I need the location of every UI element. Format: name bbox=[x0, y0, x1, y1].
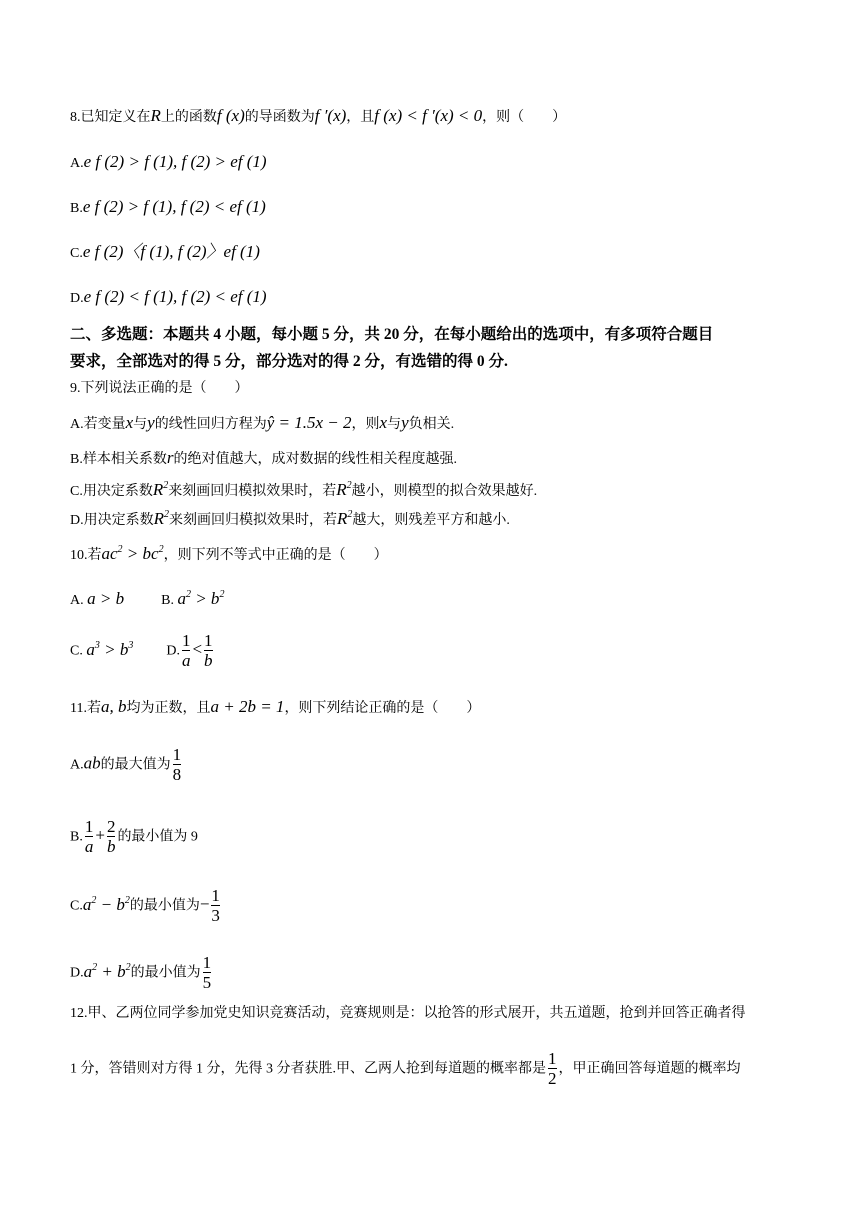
q11-c-text: 的最小值为 bbox=[129, 898, 200, 914]
q10-d-label: D. bbox=[166, 643, 180, 659]
q9-c-mid: 来刻画回归模拟效果时，若 bbox=[168, 484, 337, 499]
q11-d-text: 的最小值为 bbox=[130, 965, 201, 981]
q11-b-label: B. bbox=[70, 829, 83, 845]
q9-c-prefix: C.用决定系数 bbox=[70, 484, 153, 499]
q12-line1: 12.甲、乙两位同学参加党史知识竞赛活动，竞赛规则是：以抢答的形式展开，共五道题，抢到并回答正确者得 bbox=[70, 1006, 746, 1021]
q11-a-text: 的最大值为 bbox=[100, 757, 171, 773]
q9-c-r2b-base: R bbox=[336, 480, 347, 499]
q10-stem-end: ，则下列不等式中正确的是（ ） bbox=[163, 548, 388, 563]
q9-a-x: x bbox=[125, 413, 134, 432]
q10-a-label: A. bbox=[70, 593, 84, 608]
q8-option-c bbox=[70, 242, 260, 264]
q11-a-frac: $\frac{1}{8}$ bbox=[172, 745, 182, 784]
q8-condition: f (x) < f ′(x) < 0 bbox=[374, 106, 483, 125]
q11-d-math: $a^2 + b^2$ bbox=[83, 961, 131, 981]
q11-stem-end: ，则下列结论正确的是（ ） bbox=[284, 701, 481, 716]
q8-option-b bbox=[70, 197, 266, 219]
q8-stem-mid3: ，且 bbox=[346, 110, 375, 125]
q9-a-mid: 的线性回归方程为 bbox=[154, 417, 267, 432]
q9-a-prefix: A.若变量 bbox=[70, 417, 126, 432]
q9-d-prefix: D.用决定系数 bbox=[70, 513, 154, 528]
q8-option-c-math: e f (2)〈f (1), f (2)〉ef (1) bbox=[82, 242, 260, 261]
q8-option-a-label: A. bbox=[70, 156, 84, 171]
q9-stem: 9.下列说法正确的是（ ） bbox=[70, 381, 249, 396]
q11-c-math: $a^2 - b^2$ bbox=[82, 894, 130, 914]
q11-option-c: $C.a^2 - b^2$的最小值为− $\frac{1}{3}$ bbox=[70, 886, 220, 925]
q9-a-x2: x bbox=[379, 413, 388, 432]
q11-c-frac: $\frac{1}{3}$ bbox=[211, 886, 220, 925]
q10-d-frac-b: $\frac{1}{b}$ bbox=[204, 631, 213, 670]
q10-b-label: B. bbox=[161, 593, 174, 608]
q11-option-d bbox=[70, 954, 213, 993]
q8-option-b-label: B. bbox=[70, 201, 83, 216]
q8-option-b-math: e f (2) > f (1), f (2) < ef (1) bbox=[82, 197, 266, 216]
q8-option-a bbox=[70, 152, 267, 174]
q11-condition: a + 2b = 1 bbox=[210, 697, 285, 716]
q9-a-and: 与 bbox=[133, 417, 148, 432]
q11-a-ab: ab bbox=[83, 753, 101, 773]
q11-a-label: A. bbox=[70, 757, 84, 773]
q11-b-frac2: $\frac{2}{b}$ bbox=[106, 817, 116, 856]
q8-fx: f (x) bbox=[216, 106, 245, 125]
q8-option-d bbox=[70, 287, 267, 309]
q9-d-r2b: $R^2$ bbox=[337, 509, 353, 528]
section2-heading-line2: 要求，全部选对的得 5 分，部分选对的得 2 分，有选错的得 0 分. bbox=[70, 353, 508, 370]
q9-option-d bbox=[70, 505, 510, 531]
q12-line2-prefix: 1 分，答错则对方得 1 分，先得 3 分者获胜.甲、乙两人抢到每道题的概率都是 bbox=[70, 1061, 546, 1077]
section2-heading-line1: 二、多选题：本题共 4 小题，每小题 5 分，共 20 分，在每小题给出的选项中，有多项符合题目 bbox=[70, 326, 714, 343]
q9-a-y2: y bbox=[401, 413, 409, 432]
q9-b-end: 的绝对值越大，成对数据的线性相关程度越强. bbox=[173, 452, 457, 467]
q10-stem bbox=[70, 540, 388, 566]
q10-options-ab bbox=[70, 585, 224, 611]
q8-stem-prefix: 8.已知定义在 bbox=[70, 110, 151, 125]
q9-a-then: ，则 bbox=[351, 417, 380, 432]
q9-d-end: 越大，则残差平方和越小. bbox=[352, 513, 510, 528]
q9-d-r2-base: R bbox=[153, 509, 165, 528]
q9-a-end: 负相关. bbox=[408, 417, 455, 432]
q8-stem-mid2: 的导函数为 bbox=[244, 110, 315, 125]
q10-stem-prefix: 10.若 bbox=[70, 548, 102, 563]
q9-d-mid: 来刻画回归模拟效果时，若 bbox=[169, 513, 338, 528]
q11-d-frac: $\frac{1}{5}$ bbox=[202, 953, 212, 992]
q8-option-c-label: C. bbox=[70, 246, 83, 261]
q10-options-cd: C. $a^3 > b^3$ D. $\frac{1}{a}$ < $\frac{1}{b}$ bbox=[70, 631, 213, 670]
q11-d-label: D. bbox=[70, 965, 84, 981]
q9-a-and2: 与 bbox=[387, 417, 402, 432]
q9-c-r2-base: R bbox=[152, 480, 164, 499]
q8-option-a-math: e f (2) > f (1), f (2) > ef (1) bbox=[83, 152, 267, 171]
q11-c-label: C. bbox=[70, 898, 83, 914]
q11-b-text: 的最小值为 9 bbox=[117, 829, 198, 845]
q11-stem-mid: 均为正数，且 bbox=[126, 701, 211, 716]
q8-R: R bbox=[150, 106, 161, 125]
q11-stem bbox=[70, 697, 480, 719]
q10-b-math: $a^2 > b^2$ bbox=[177, 589, 225, 608]
q10-condition: $ac^2 > bc^2$ bbox=[101, 544, 164, 563]
q9-b-prefix: B.样本相关系数 bbox=[70, 452, 167, 467]
q10-a-math: a > b bbox=[87, 589, 125, 608]
q9-a-y: y bbox=[147, 413, 155, 432]
q9-d-r2: $R^2$ bbox=[153, 509, 170, 528]
q11-b-frac1: $\frac{1}{a}$ bbox=[84, 817, 94, 856]
q8-option-d-math: e f (2) < f (1), f (2) < ef (1) bbox=[83, 287, 267, 306]
q8-stem-mid: 上的函数 bbox=[160, 110, 217, 125]
q10-d-frac-a: $\frac{1}{a}$ bbox=[181, 631, 191, 670]
q8-fpx: f ′(x) bbox=[314, 106, 347, 125]
q11-option-a bbox=[70, 746, 183, 785]
q9-b-r: r bbox=[166, 448, 174, 467]
q12-line2-end: ，甲正确回答每道题的概率均 bbox=[558, 1061, 741, 1077]
q8-option-d-label: D. bbox=[70, 291, 84, 306]
q10-c-label: C. bbox=[70, 643, 83, 659]
q9-option-a bbox=[70, 413, 454, 435]
q9-c-r2: $R^2$ bbox=[152, 480, 169, 499]
q11-ab: a, b bbox=[100, 697, 127, 716]
q8-stem bbox=[70, 106, 566, 128]
q10-c-math: $a^3 > b^3$ bbox=[86, 639, 134, 659]
q9-option-b bbox=[70, 448, 457, 470]
q12-line2 bbox=[70, 1050, 741, 1089]
q9-d-r2b-base: R bbox=[337, 509, 348, 528]
q9-a-equation: ŷ = 1.5x − 2 bbox=[266, 413, 352, 432]
q11-option-b: B. $\frac{1}{a}$ + $\frac{2}{b}$ 的最小值为 9 bbox=[70, 817, 198, 856]
q9-c-r2b: $R^2$ bbox=[336, 480, 352, 499]
q11-stem-prefix: 11.若 bbox=[70, 701, 101, 716]
q9-option-c bbox=[70, 476, 537, 502]
q9-c-end: 越小，则模型的拟合效果越好. bbox=[351, 484, 538, 499]
q12-frac-half: $\frac{1}{2}$ bbox=[548, 1049, 557, 1088]
q8-stem-end: ，则（ ） bbox=[482, 110, 567, 125]
